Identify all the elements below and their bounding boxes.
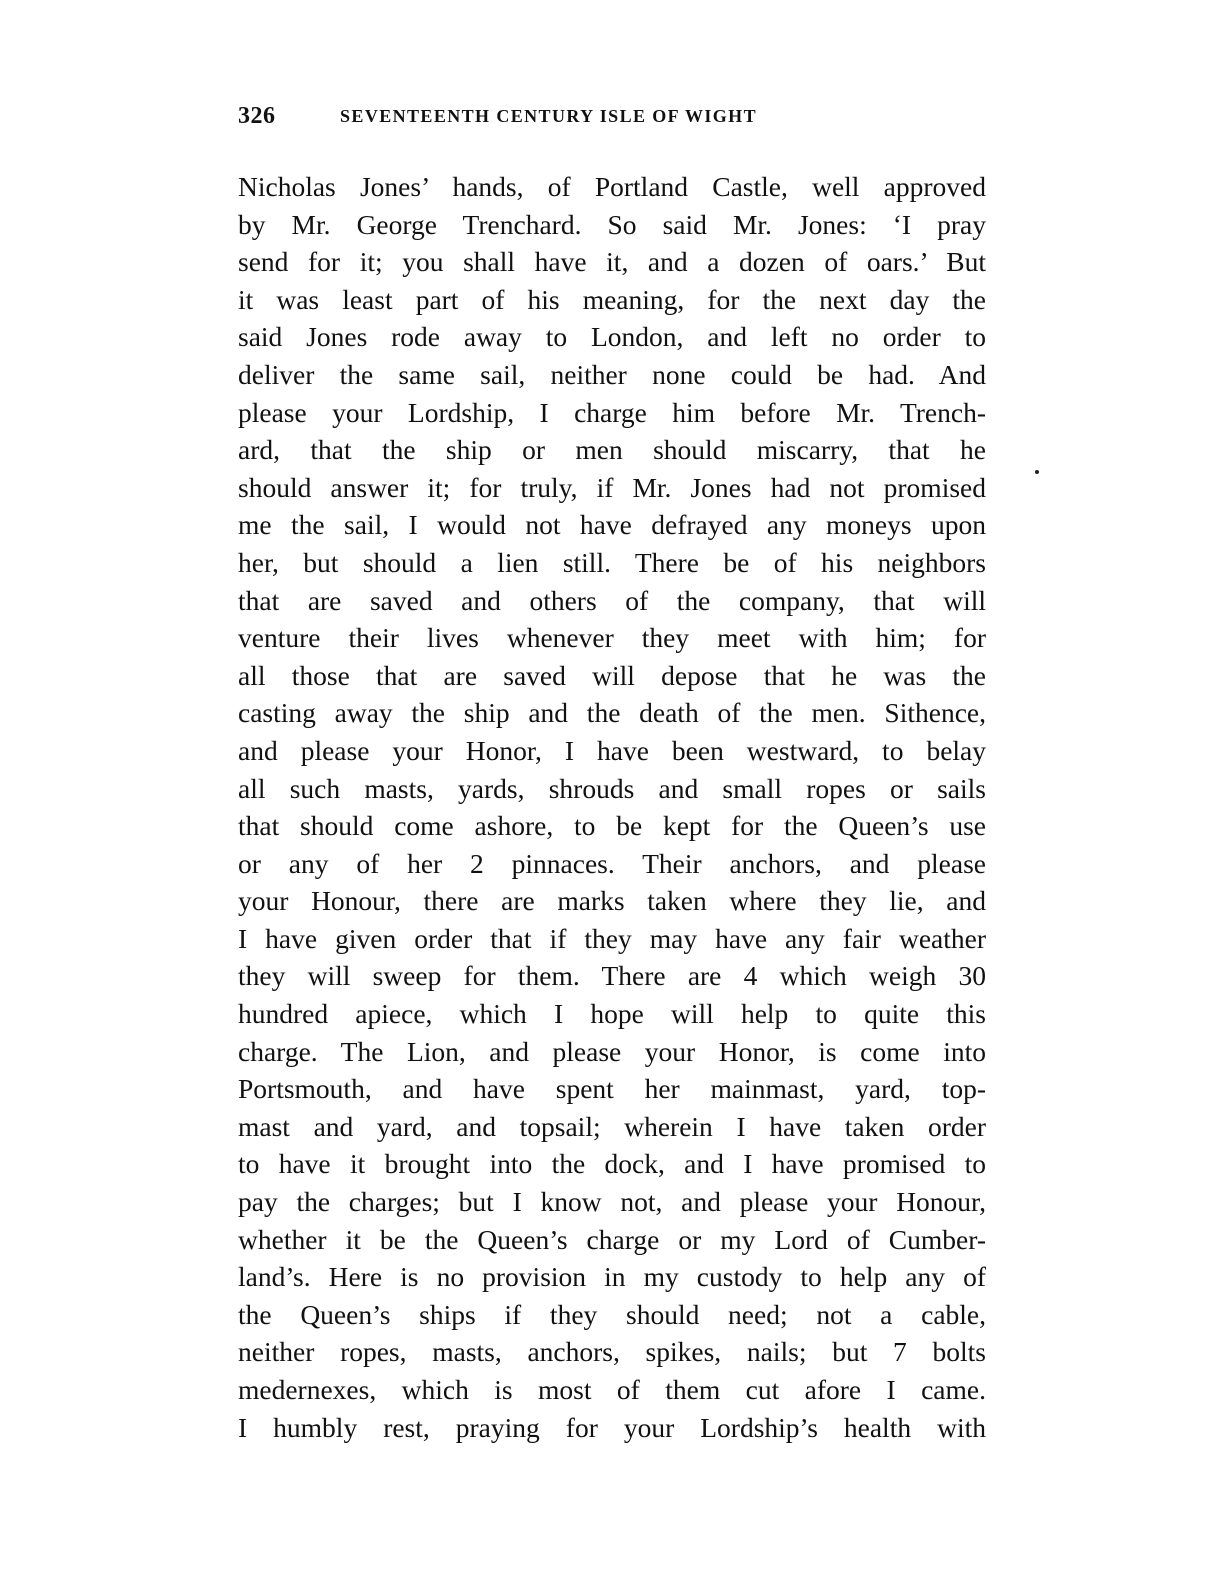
text-line: all those that are saved will depose that he was the — [238, 659, 986, 691]
text-line: me the sail, I would not have defrayed any moneys upon — [238, 509, 986, 541]
text-line: that should come ashore, to be kept for the Queen’s use — [238, 810, 986, 842]
text-line: charge. The Lion, and please your Honor, is come into — [238, 1035, 986, 1067]
text-line: it was least part of his meaning, for the next day the — [238, 283, 986, 315]
text-line: to have it brought into the dock, and I have promised to — [238, 1148, 986, 1180]
text-line: your Honour, there are marks taken where they lie, and — [238, 885, 986, 917]
text-line: casting away the ship and the death of the men. Sithence, — [238, 697, 986, 729]
text-line: all such masts, yards, shrouds and small ropes or sails — [238, 772, 986, 804]
text-line: whether it be the Queen’s charge or my Lord of Cumber- — [238, 1223, 986, 1255]
text-line: her, but should a lien still. There be of his neighbors — [238, 546, 986, 578]
text-line: said Jones rode away to London, and left no order to — [238, 321, 986, 353]
running-title: SEVENTEENTH CENTURY ISLE OF WIGHT — [340, 106, 757, 126]
text-line: I have given order that if they may have any fair weather — [238, 922, 986, 954]
text-line: deliver the same sail, neither none could be had. And — [238, 358, 986, 390]
text-line: please your Lordship, I charge him before Mr. Trench- — [238, 396, 986, 428]
text-line: send for it; you shall have it, and a dozen of oars.’ But — [238, 246, 986, 278]
text-line: venture their lives whenever they meet with him; for — [238, 622, 986, 654]
text-line: they will sweep for them. There are 4 which weigh 30 — [238, 960, 986, 992]
text-line: Portsmouth, and have spent her mainmast, yard, top- — [238, 1073, 986, 1105]
text-line: Nicholas Jones’ hands, of Portland Castle, well approved — [238, 171, 986, 202]
page-number: 326 — [238, 103, 276, 129]
text-line: neither ropes, masts, anchors, spikes, nails; but 7 bolts — [238, 1336, 986, 1368]
text-line: hundred apiece, which I hope will help to quite this — [238, 998, 986, 1030]
text-line: by Mr. George Trenchard. So said Mr. Jones: ‘I pray — [238, 208, 986, 240]
text-line: ard, that the ship or men should miscarry, that he — [238, 434, 986, 466]
text-line: I humbly rest, praying for your Lordship’s health with — [238, 1411, 986, 1443]
text-line: land’s. Here is no provision in my custody to help any of — [238, 1261, 986, 1293]
text-line: the Queen’s ships if they should need; not a cable, — [238, 1298, 986, 1330]
body-text — [238, 168, 986, 1446]
running-header — [238, 103, 988, 135]
text-line: mast and yard, and topsail; wherein I have taken order — [238, 1110, 986, 1142]
stray-ink-mark — [1035, 470, 1039, 474]
text-line: medernexes, which is most of them cut afore I came. — [238, 1374, 986, 1405]
text-line: that are saved and others of the company, that will — [238, 584, 986, 616]
text-line: or any of her 2 pinnaces. Their anchors, and please — [238, 847, 986, 879]
text-line: pay the charges; but I know not, and please your Honour, — [238, 1186, 986, 1218]
text-line: should answer it; for truly, if Mr. Jones had not promised — [238, 471, 986, 503]
text-line: and please your Honor, I have been westward, to belay — [238, 734, 986, 766]
